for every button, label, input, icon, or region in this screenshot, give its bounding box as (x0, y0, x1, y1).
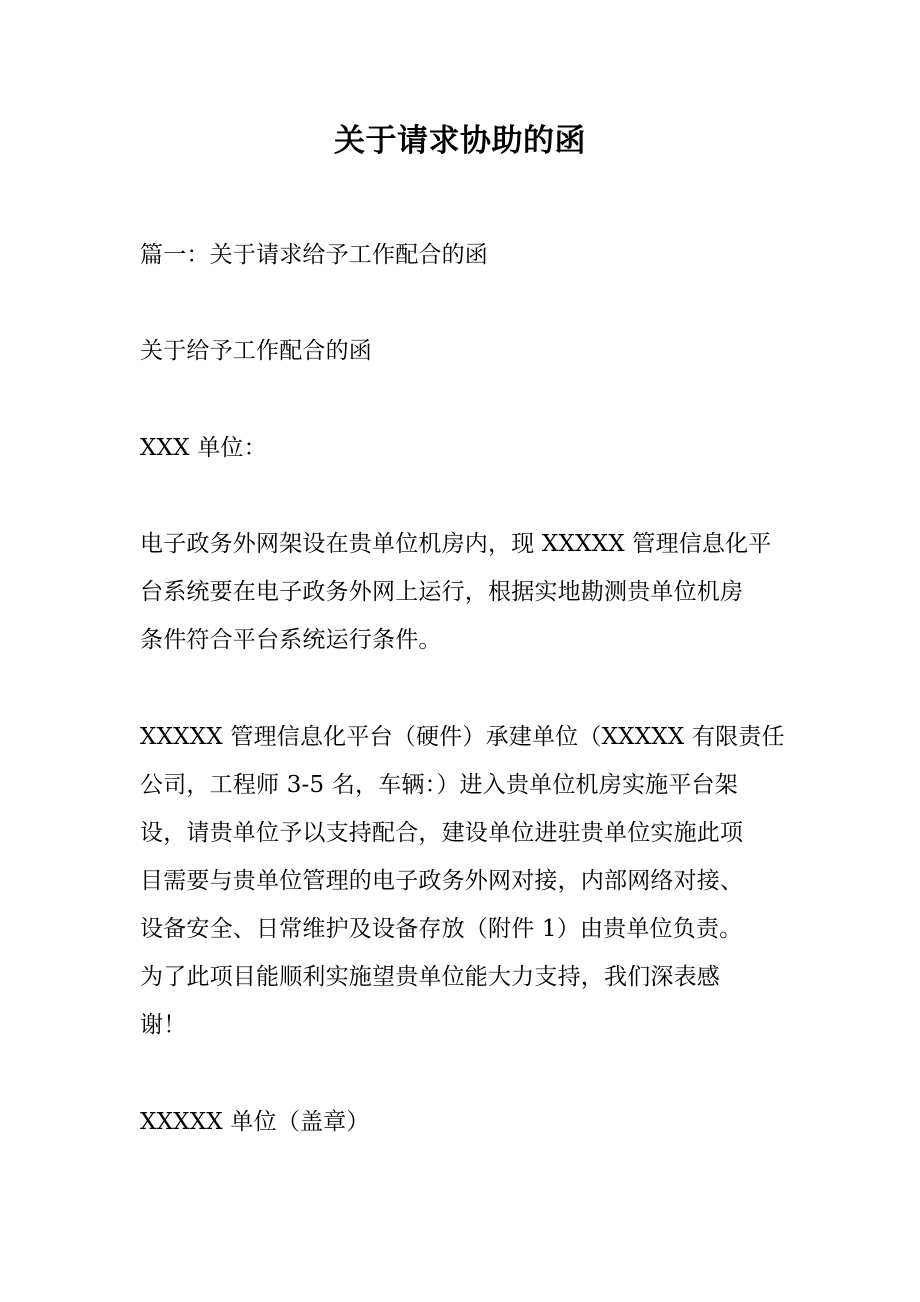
paragraph-line: 台系统要在电子政务外网上运行，根据实地勘测贵单位机房 (140, 579, 744, 605)
salutation: XXX 单位： (140, 435, 267, 461)
paragraph-line: 公司，工程师 3-5 名，车辆：）进入贵单位机房实施平台架 (140, 772, 738, 798)
signature: XXXXX 单位（盖章） (140, 1109, 370, 1135)
paragraph-line: 目需要与贵单位管理的电子政务外网对接，内部网络对接、 (140, 868, 744, 894)
paragraph-line: XXXXX 管理信息化平台（硬件）承建单位（XXXXX 有限责任 (140, 724, 785, 750)
paragraph-line: 设，请贵单位予以支持配合，建设单位进驻贵单位实施此项 (140, 820, 744, 846)
paragraph-line: 设备安全、日常维护及设备存放（附件 1）由贵单位负责。 (140, 916, 743, 942)
document-title: 关于请求协助的函 (334, 123, 586, 159)
letter-title: 关于给予工作配合的函 (140, 338, 372, 364)
paragraph-line: 谢！ (140, 1012, 187, 1038)
section-heading: 篇一：关于请求给予工作配合的函 (140, 242, 488, 268)
paragraph-line: 为了此项目能顺利实施望贵单位能大力支持，我们深表感 (140, 964, 720, 990)
paragraph-line: 电子政务外网架设在贵单位机房内，现 XXXXX 管理信息化平 (140, 531, 772, 557)
paragraph-line: 条件符合平台系统运行条件。 (140, 627, 442, 653)
